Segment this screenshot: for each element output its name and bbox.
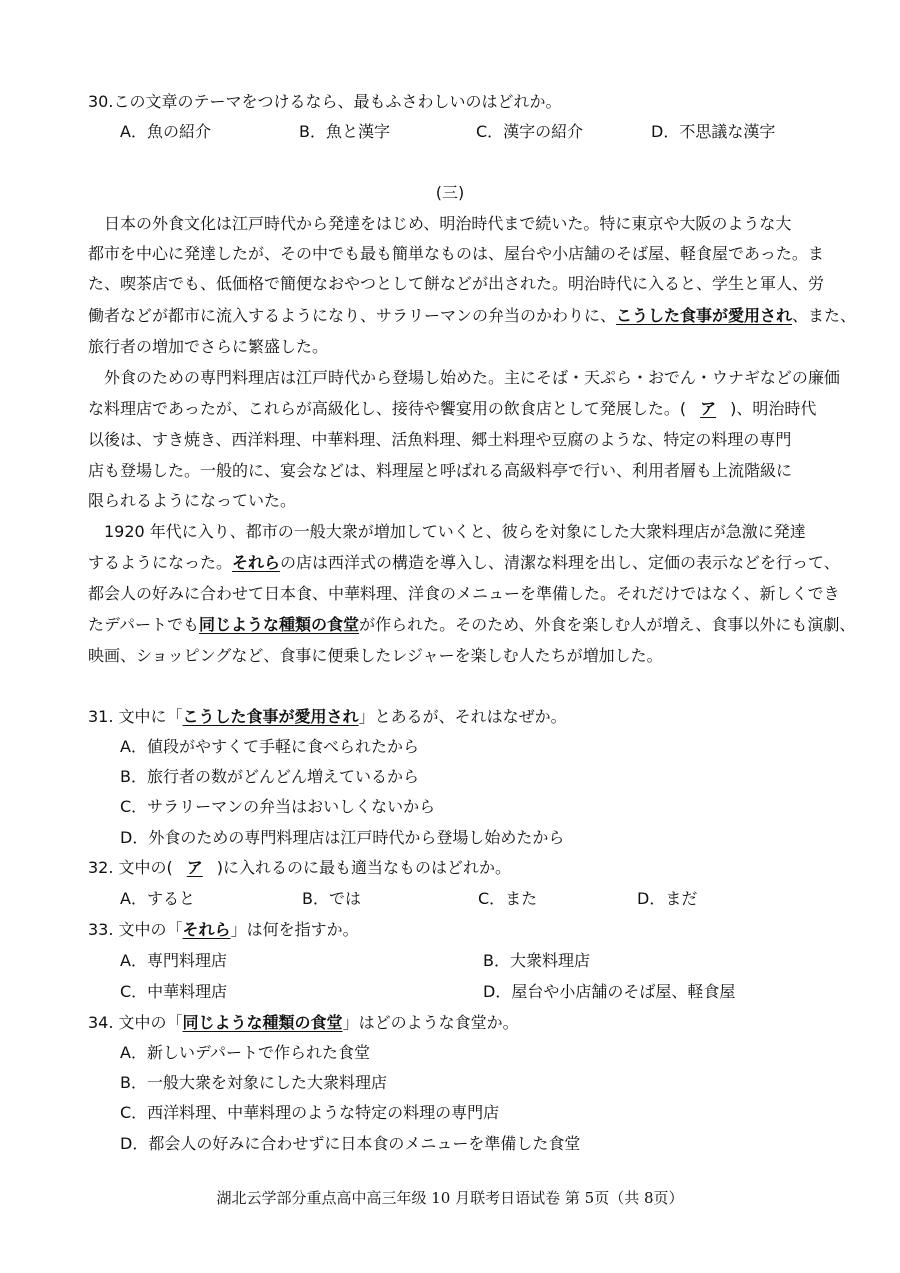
q30-stem: 30.この文章のテーマをつけるなら、最もふさわしいのはどれか。 — [88, 92, 562, 111]
q30-option-c: C．漢字の紹介 — [476, 122, 584, 141]
passage-line: 映画、ショッピングなど、食事に便乗したレジャーを楽しむ人たちが増加した。 — [88, 646, 663, 665]
q34-option-a: A．新しいデパートで作られた食堂 — [120, 1043, 370, 1062]
section-title: (三) — [435, 183, 465, 202]
q32-option-d: D．まだ — [637, 889, 698, 908]
q32-option-a: A．すると — [120, 889, 195, 908]
passage-line: 日本の外食文化は江戸時代から発達をはじめ、明治時代まで続いた。特に東京や大阪のような大 — [104, 214, 792, 233]
passage-line: 都市を中心に発達したが、その中でも最も簡単なものは、屋台や小店舗のそば屋、軽食屋であった。ま — [88, 244, 824, 263]
q31-option-b: B．旅行者の数がどんどん増えているから — [120, 767, 419, 786]
passage-line: 都会人の好みに合わせて日本食、中華料理、洋食のメニューを準備した。それだけではなく、新しくでき — [88, 584, 840, 603]
q32-option-b: B．では — [302, 889, 361, 908]
passage-line: 働者などが都市に流入するようになり、サラリーマンの弁当のかわりに、こうした食事が愛用され、また、 — [88, 306, 857, 325]
q34-option-d: D．都会人の好みに合わせずに日本食のメニューを準備した食堂 — [120, 1134, 581, 1153]
q32-stem: 32. 文中の( ア )に入れるのに最も適当なものはどれか。 — [88, 858, 512, 877]
q33-option-c: C．中華料理店 — [120, 982, 228, 1001]
q30-option-d: D．不思議な漢字 — [651, 122, 776, 141]
passage-line: 旅行者の増加でさらに繁盛した。 — [88, 337, 329, 356]
q30-option-a: A．魚の紹介 — [120, 122, 211, 141]
q31-option-d: D．外食のための専門料理店は江戸時代から登場し始めたから — [120, 828, 565, 847]
page-footer: 湖北云学部分重点高中高三年级 10 月联考日语试卷 第 5页（共 8页） — [216, 1189, 684, 1207]
q31-option-a: A．値段がやすくて手軽に食べられたから — [120, 737, 419, 756]
q34-option-b: B．一般大衆を対象にした大衆料理店 — [120, 1073, 387, 1092]
passage-line: するようになった。それらの店は西洋式の構造を導入し、清潔な料理を出し、定価の表示などを行って、 — [88, 553, 840, 572]
passage-line: 1920 年代に入り、都市の一般大衆が増加していくと、彼らを対象にした大衆料理店が急激に発達 — [104, 522, 806, 541]
q31-stem: 31. 文中に「こうした食事が愛用され」とあるが、それはなぜか。 — [88, 707, 567, 726]
underlined-phrase-4: 同じような種類の食堂 — [199, 615, 360, 634]
q33-stem: 33. 文中の「それら」は何を指すか。 — [88, 920, 359, 939]
blank-a: ア — [700, 399, 717, 418]
underlined-phrase-1: こうした食事が愛用され — [616, 306, 793, 325]
underlined-phrase-3: それら — [232, 553, 281, 572]
q32-option-c: C．また — [478, 889, 538, 908]
passage-line: たデパートでも同じような種類の食堂が作られた。そのため、外食を楽しむ人が増え、食事以外にも演劇、 — [88, 615, 856, 634]
q34-option-c: C．西洋料理、中華料理のような特定の料理の専門店 — [120, 1103, 500, 1122]
passage-line: 以後は、すき焼き、西洋料理、中華料理、活魚料理、郷土料理や豆腐のような、特定の料理の専門 — [88, 430, 792, 449]
q33-option-a: A．専門料理店 — [120, 951, 227, 970]
passage-line: 限られるようになっていた。 — [88, 491, 297, 510]
q33-option-d: D．屋台や小店舗のそば屋、軽食屋 — [483, 982, 736, 1001]
passage-line: 店も登場した。一般的に、宴会などは、料理屋と呼ばれる高級料亭で行い、利用者層も上流階級に — [88, 461, 793, 480]
q31-option-c: C．サラリーマンの弁当はおいしくないから — [120, 797, 436, 816]
passage-line: な料理店であったが、これらが高級化し、接待や饗宴用の飲食店として発展した。( ア )、明治時代 — [88, 399, 817, 418]
q34-stem: 34. 文中の「同じような種類の食堂」はどのような食堂か。 — [88, 1013, 519, 1032]
passage-line: た、喫茶店でも、低価格で簡便なおやつとして餅などが出された。明治時代に入ると、学生と軍人、労 — [88, 274, 825, 293]
passage-line: 外食のための専門料理店は江戸時代から登場し始めた。主にそば・天ぷら・おでん・ウナギなどの廉価 — [104, 368, 840, 387]
q30-option-b: B．魚と漢字 — [299, 122, 390, 141]
q33-option-b: B．大衆料理店 — [483, 951, 590, 970]
